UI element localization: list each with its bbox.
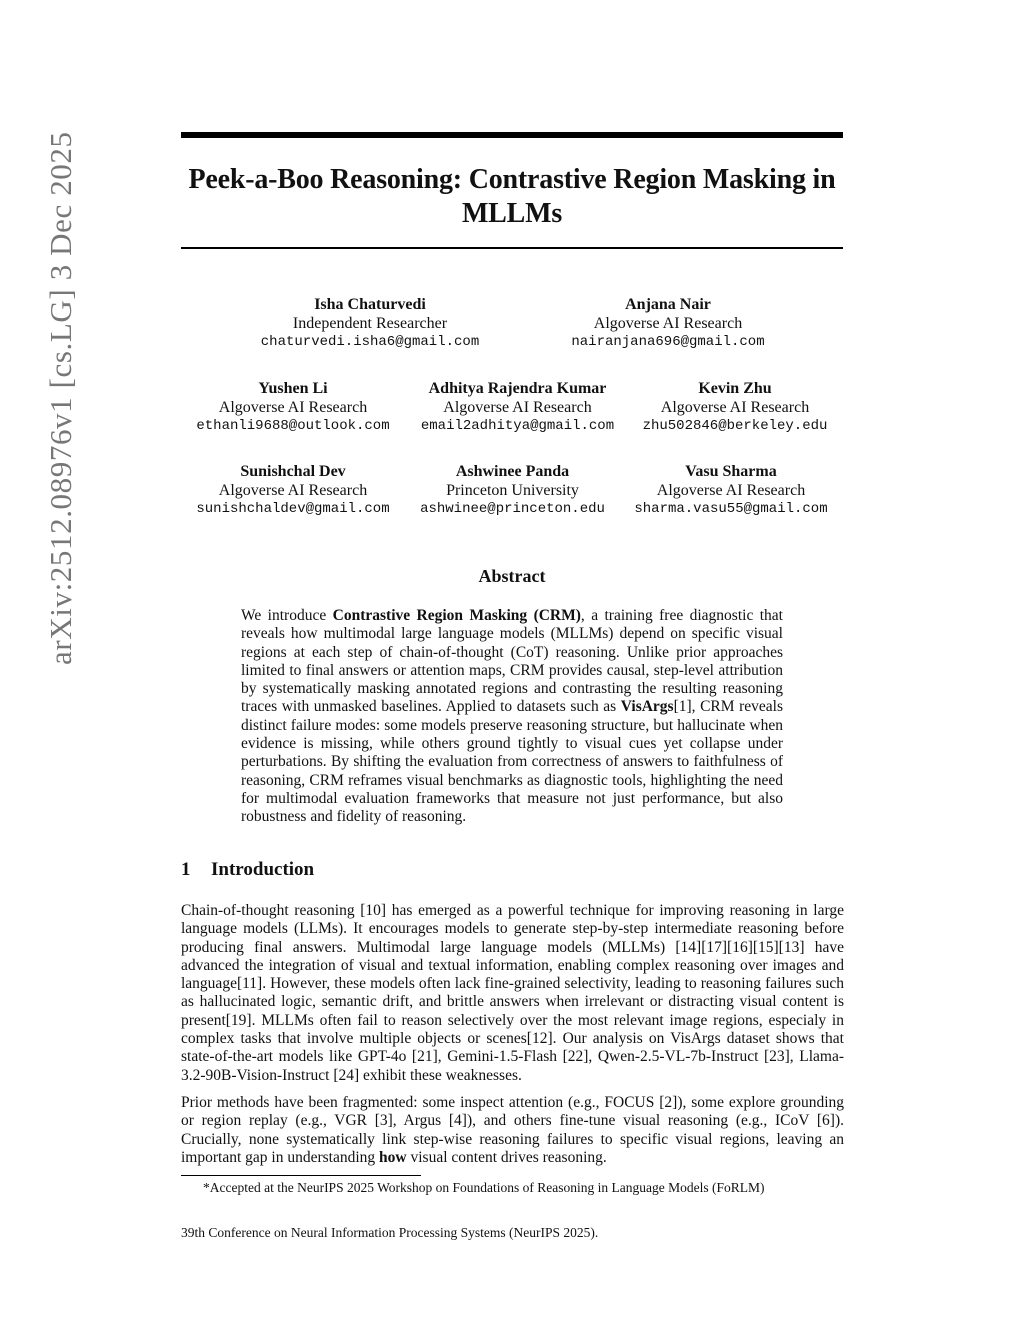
footnote: *Accepted at the NeurIPS 2025 Workshop on Foundations of Reasoning in Language Models (FoRLM) [203,1180,765,1195]
author-email: chaturvedi.isha6@gmail.com [260,334,480,350]
author-name: Vasu Sharma [685,463,777,480]
paper-title: Peek-a-Boo Reasoning: Contrastive Region Masking in MLLMs [188,164,836,229]
intro-paragraph-2 [181,1094,844,1167]
author-email: sunishchaldev@gmail.com [196,501,390,517]
author-affiliation: Algoverse AI Research [218,398,368,416]
author-block [230,296,510,352]
title-bottom-rule [181,247,843,249]
author-affiliation: Algoverse AI Research [660,398,810,416]
abstract-visargs-term: VisArgs [620,698,674,716]
author-name: Yushen Li [258,380,328,397]
intro-paragraph-1: Chain-of-thought reasoning [10] has emerged as a powerful technique for improving reasoning in large language models (LLMs). It encourages models to generate step-by-step intermediate reasoning before producing final answers. Multimodal large language models (MLLMs) [14][17][16][15][13] have advanced the integration of visual and textual information, enabling complex reasoning over images and language[11]. However, these models often lack fine-grained selectivity, leading to reasoning failures such as hallucinated logic, semantic drift, and brittle answers when irrelevant or distracting visual content is present[19]. MLLMs often fail to reason selectively over the most relevant image regions, especialy in complex tasks that involve multiple objects or scenes[12]. Our analysis on VisArgs dataset shows that state-of-the-art models like GPT-4o [21], Gemini-1.5-Flash [22], Qwen-2.5-VL-7b-Instruct [23], Llama-3.2-90B-Vision-Instruct [24] exhibit these weaknesses. [181,902,844,1084]
author-affiliation: Princeton University [446,481,579,499]
author-affiliation: Algoverse AI Research [656,481,806,499]
author-block [630,380,840,436]
abstract-text: , a training free diagnostic that reveals how multimodal large language models (MLLMs) depend on specific visual regions at each step of chain-of-thought (CoT) reasoning. Unlike prior approaches limited to final answers or attention maps, CRM provides causal, step-level attribution by systematically masking annotated regions and contrasting the resulting reasoning traces with unmasked baselines. Applied to datasets such as [241,607,783,716]
venue-note: 39th Conference on Neural Information Processing Systems (NeurIPS 2025). [181,1225,599,1240]
abstract-text: [1], CRM reveals distinct failure modes: some models preserve reasoning structure, but hallucinate when evidence is missing, while others ground tightly to visual cues yet collapse under perturbations. By shifting the evaluation from correctness of answers to faithfulness of reasoning, CRM reframes visual benchmarks as diagnostic tools, highlighting the need for multimodal evaluation frameworks that measure not just performance, but also robustness and fidelity of reasoning. [241,698,784,826]
intro-text: Prior methods have been fragmented: some inspect attention (e.g., FOCUS [2]), some explore grounding or region replay (e.g., VGR [3], Argus [4]), and others fine-tune visual reasoning (e.g., ICoV [6]). Crucially, none systematically link step-wise reasoning failures to specific visual regions, leaving an important gap in understanding [181,1094,844,1166]
author-email: ethanli9688@outlook.com [196,418,390,434]
author-email: ashwinee@princeton.edu [420,501,605,517]
intro-how-term: how [379,1148,407,1166]
author-block [183,380,403,436]
author-name: Sunishchal Dev [240,463,346,480]
author-block [405,380,630,436]
author-affiliation: Algoverse AI Research [443,398,592,416]
arxiv-identifier: arXiv:2512.08976v1 [cs.LG] 3 Dec 2025 [43,131,78,665]
author-block [183,463,403,519]
author-name: Adhitya Rajendra Kumar [428,380,607,397]
author-block [528,296,808,352]
author-name: Kevin Zhu [698,380,772,397]
section-heading [181,859,314,881]
author-affiliation: Algoverse AI Research [218,481,368,499]
title-top-rule [181,132,843,138]
author-email: zhu502846@berkeley.edu [642,418,828,434]
author-affiliation: Independent Researcher [292,314,448,332]
author-email: nairanjana696@gmail.com [571,334,765,350]
author-name: Isha Chaturvedi [314,296,426,313]
author-name: Anjana Nair [625,296,711,313]
abstract-crm-term: Contrastive Region Masking (CRM) [332,607,581,624]
author-affiliation: Algoverse AI Research [593,314,743,332]
author-block [622,463,840,519]
author-email: email2adhitya@gmail.com [420,418,615,434]
author-email: sharma.vasu55@gmail.com [634,501,828,517]
author-block [405,463,620,519]
intro-text: visual content drives reasoning. [406,1148,607,1166]
abstract-text: We introduce [241,607,333,624]
section-number: 1 [181,859,191,880]
section-title: Introduction [211,859,315,880]
abstract-heading: Abstract [478,566,546,586]
author-name: Ashwinee Panda [455,463,570,480]
footnote-rule [181,1175,421,1176]
abstract-body [241,607,783,827]
